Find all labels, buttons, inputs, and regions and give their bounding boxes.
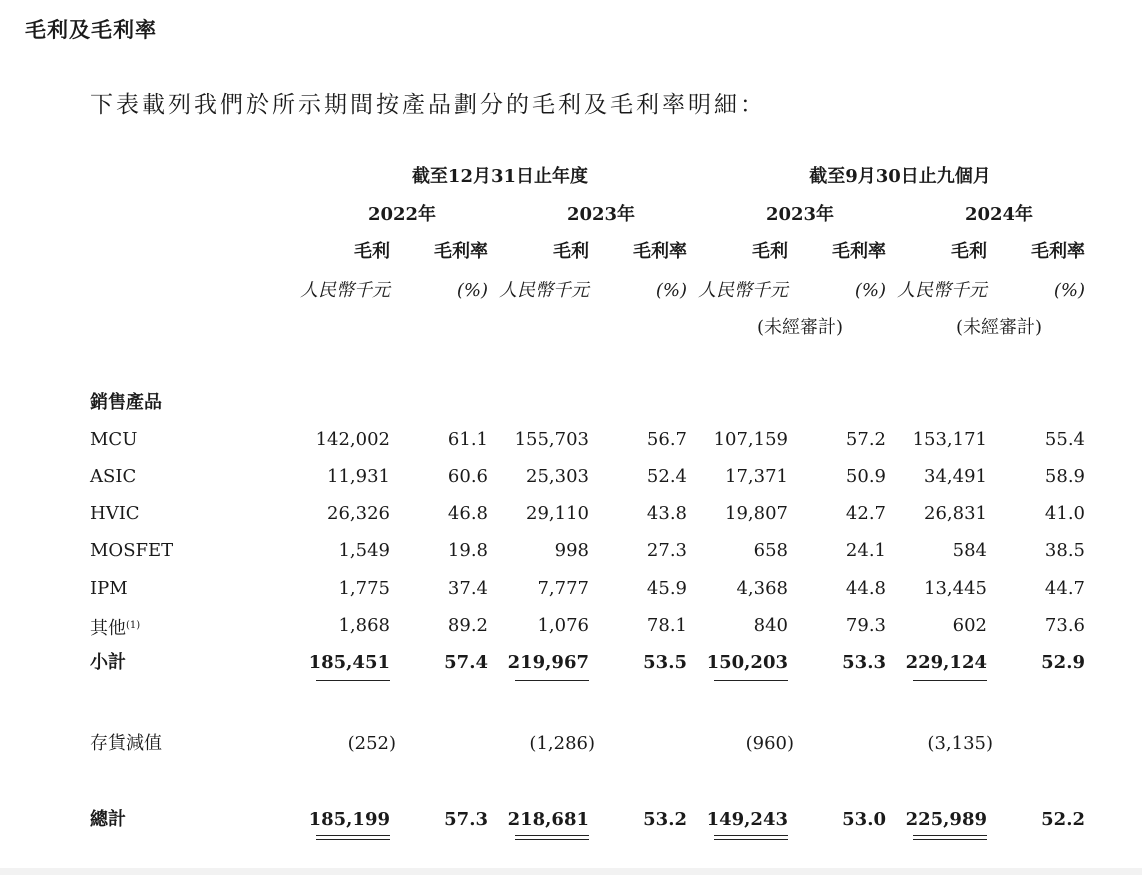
cell: 58.9 (1044, 466, 1085, 487)
cell: 142,002 (315, 429, 390, 450)
row-label-text: 其他 (90, 618, 126, 639)
cell: 155,703 (514, 429, 589, 450)
cell: 45.9 (646, 578, 687, 599)
cell: 1,868 (338, 615, 390, 636)
cell: 52.2 (1041, 809, 1085, 830)
cell: 153,171 (912, 429, 987, 450)
cell: 53.0 (842, 809, 886, 830)
section-title: 毛利及毛利率 (25, 17, 157, 42)
unaudited-note-1: (未經審計) (756, 317, 844, 338)
cell: 218,681 (507, 809, 589, 830)
cell: 73.6 (1044, 615, 1085, 636)
total-double-underline-2 (515, 835, 589, 840)
cell: 185,199 (308, 809, 390, 830)
cell: 61.1 (447, 429, 488, 450)
cell: 79.3 (845, 615, 886, 636)
unit-profit-1: 人民幣千元 (300, 280, 390, 301)
subtotal-underline-3 (714, 680, 788, 681)
cell: 46.8 (447, 503, 488, 524)
unit-margin-4: (%) (1053, 280, 1085, 301)
cell: 17,371 (725, 466, 788, 487)
cell: (252) (347, 733, 396, 754)
cell: 149,243 (706, 809, 788, 830)
cell: 50.9 (845, 466, 886, 487)
cell: 57.4 (444, 652, 488, 673)
col-profit-1: 毛利 (354, 241, 390, 262)
cell: 41.0 (1044, 503, 1085, 524)
cell: 52.9 (1041, 652, 1085, 673)
col-profit-4: 毛利 (951, 241, 987, 262)
cell: 602 (952, 615, 987, 636)
year-header-2: 2023年 (566, 204, 636, 225)
cell: 13,445 (924, 578, 987, 599)
cell: 52.4 (646, 466, 687, 487)
col-margin-3: 毛利率 (832, 241, 886, 262)
row-label: 存貨減值 (90, 733, 162, 754)
total-double-underline-4 (913, 835, 987, 840)
cell: (3,135) (927, 733, 993, 754)
cell: 26,831 (924, 503, 987, 524)
row-label: 小計 (90, 652, 126, 673)
total-double-underline-1 (316, 835, 390, 840)
row-label: ASIC (90, 466, 137, 487)
period-nine-months-header: 截至9月30日止九個月 (809, 166, 991, 187)
col-margin-2: 毛利率 (633, 241, 687, 262)
cell: 24.1 (845, 540, 886, 561)
row-label: MCU (90, 429, 138, 450)
period-year-header: 截至12月31日止年度 (411, 166, 589, 187)
cell: 25,303 (526, 466, 589, 487)
cell: 78.1 (646, 615, 687, 636)
cell: 44.7 (1044, 578, 1085, 599)
cell: 7,777 (537, 578, 589, 599)
row-label: HVIC (90, 503, 140, 524)
cell: 1,775 (338, 578, 390, 599)
cell: 34,491 (924, 466, 987, 487)
unit-profit-4: 人民幣千元 (897, 280, 987, 301)
cell: 584 (952, 540, 987, 561)
cell: 658 (753, 540, 788, 561)
row-label: MOSFET (90, 540, 174, 561)
col-profit-2: 毛利 (553, 241, 589, 262)
cell: 107,159 (713, 429, 788, 450)
cell: 4,368 (736, 578, 788, 599)
cell: 225,989 (905, 809, 987, 830)
cell: 89.2 (447, 615, 488, 636)
cell: 57.3 (444, 809, 488, 830)
cell: 998 (554, 540, 589, 561)
cell: 19.8 (447, 540, 488, 561)
subtotal-underline-4 (913, 680, 987, 681)
cell: (960) (745, 733, 794, 754)
cell: 53.3 (842, 652, 886, 673)
bottom-band (0, 868, 1142, 875)
cell: 26,326 (327, 503, 390, 524)
cell: 44.8 (845, 578, 886, 599)
footnote-marker: (1) (126, 620, 141, 631)
cell: 185,451 (308, 652, 390, 673)
cell: 150,203 (706, 652, 788, 673)
unit-profit-2: 人民幣千元 (499, 280, 589, 301)
col-margin-1: 毛利率 (434, 241, 488, 262)
cell: 42.7 (845, 503, 886, 524)
cell: 840 (753, 615, 788, 636)
col-profit-3: 毛利 (752, 241, 788, 262)
total-double-underline-3 (714, 835, 788, 840)
intro-text: 下表載列我們於所示期間按產品劃分的毛利及毛利率明細： (90, 92, 766, 118)
cell: 60.6 (447, 466, 488, 487)
cell: 53.2 (643, 809, 687, 830)
unit-margin-1: (%) (456, 280, 488, 301)
cell: 1,076 (537, 615, 589, 636)
cell: 55.4 (1044, 429, 1085, 450)
cell: 19,807 (725, 503, 788, 524)
subtotal-underline-1 (316, 680, 390, 681)
cell: 1,549 (338, 540, 390, 561)
cell: 11,931 (327, 466, 390, 487)
row-label: IPM (90, 578, 128, 599)
year-header-4: 2024年 (964, 204, 1034, 225)
col-margin-4: 毛利率 (1031, 241, 1085, 262)
unit-margin-3: (%) (854, 280, 886, 301)
cell: 56.7 (646, 429, 687, 450)
cell: (1,286) (529, 733, 595, 754)
row-label (90, 615, 140, 640)
unit-profit-3: 人民幣千元 (698, 280, 788, 301)
unit-margin-2: (%) (655, 280, 687, 301)
cell: 57.2 (845, 429, 886, 450)
cell: 27.3 (646, 540, 687, 561)
cell: 43.8 (646, 503, 687, 524)
row-label: 總計 (90, 809, 126, 830)
unaudited-note-2: (未經審計) (955, 317, 1043, 338)
year-header-3: 2023年 (765, 204, 835, 225)
cell: 53.5 (643, 652, 687, 673)
year-header-1: 2022年 (367, 204, 437, 225)
cell: 229,124 (905, 652, 987, 673)
group-label-products: 銷售產品 (90, 392, 162, 413)
cell: 38.5 (1044, 540, 1085, 561)
cell: 219,967 (507, 652, 589, 673)
cell: 29,110 (526, 503, 589, 524)
subtotal-underline-2 (515, 680, 589, 681)
cell: 37.4 (447, 578, 488, 599)
